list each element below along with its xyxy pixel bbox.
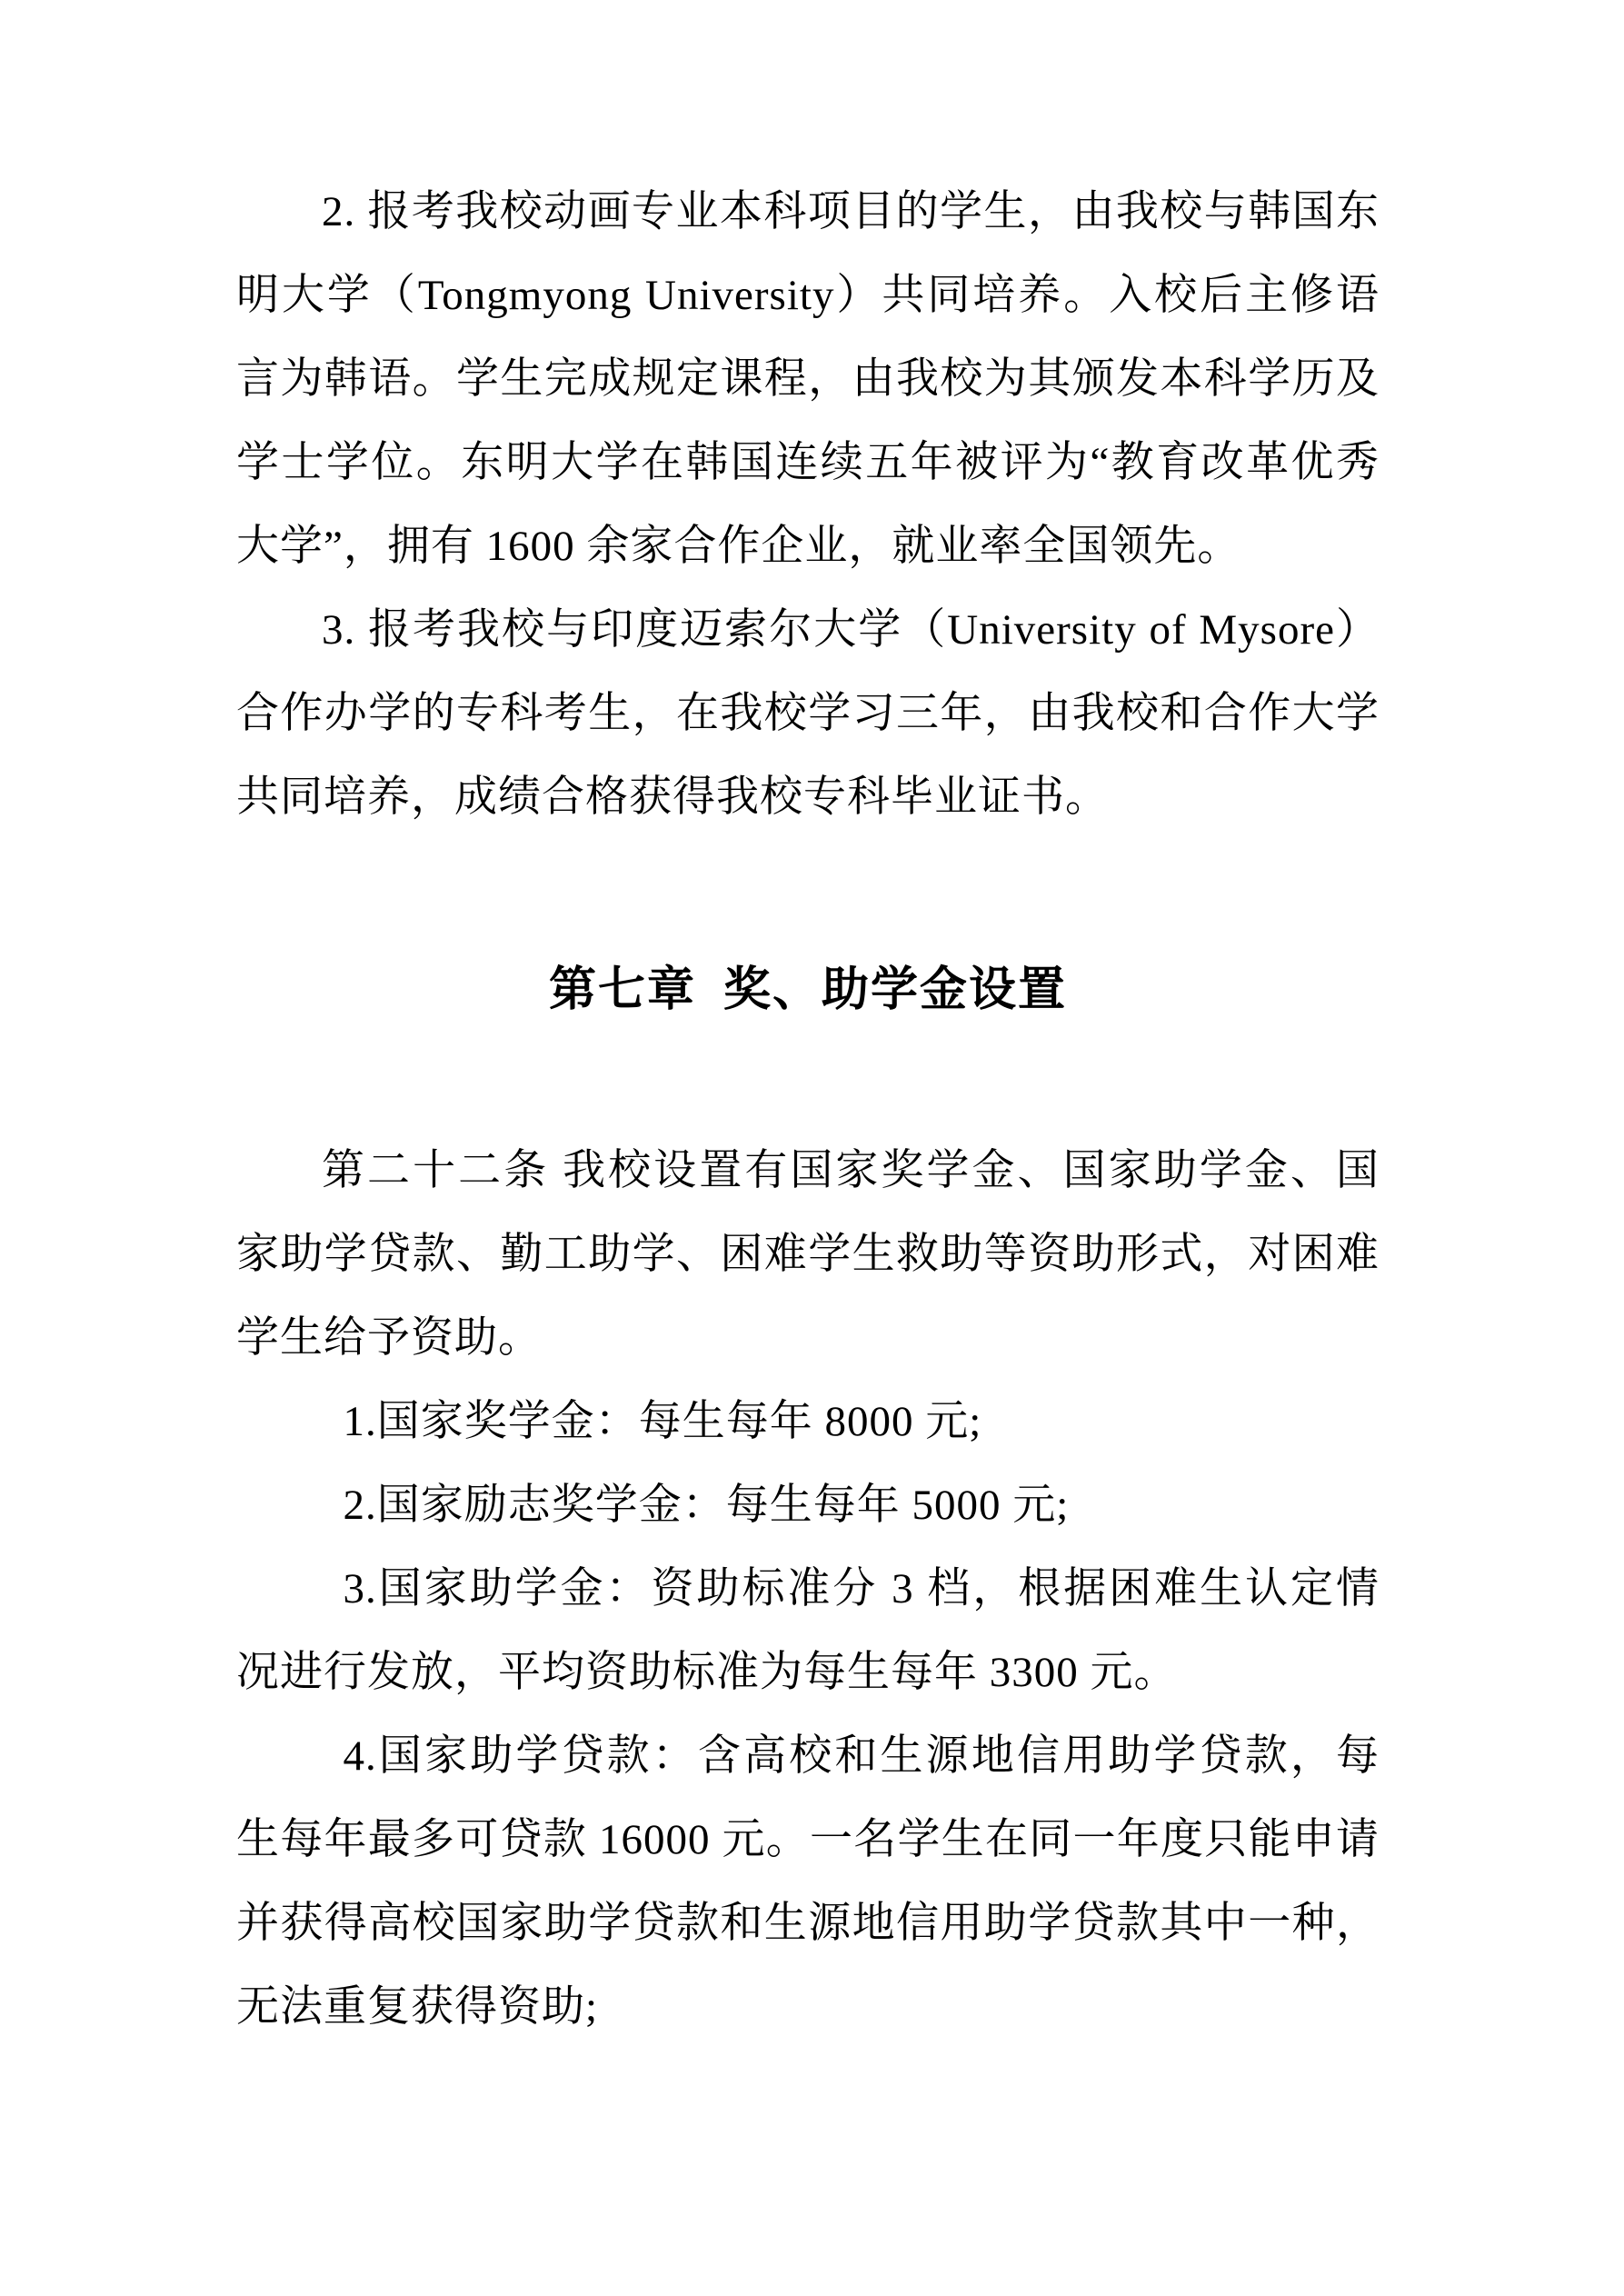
- paragraph-article-22: 第二十二条 我校设置有国家奖学金、国家助学金、国家助学贷款、勤工助学、困难学生救助等资助形式，对困难学生给予资助。: [236, 1147, 1380, 1362]
- list-item-national-scholarship: 1.国家奖学金：每生每年 8000 元;: [343, 1398, 982, 1445]
- list-item-inspirational-scholarship: 2.国家励志奖学金：每生每年 5000 元;: [343, 1482, 1070, 1529]
- list-item-student-loan: 4.国家助学贷款：含高校和生源地信用助学贷款，每生每年最多可贷款 16000 元。一名学生在同一年度只能申请并获得高校国家助学贷款和生源地信用助学贷款其中一种，无法重复获得资助;: [236, 1732, 1380, 2031]
- paragraph-korea-cooperation: 2. 报考我校动画专业本科项目的学生，由我校与韩国东明大学（Tongmyong University）共同培养。入校后主修语言为韩语。学生完成规定课程，由我校为其颁发本科学历及学士学位。东明大学在韩国连续五年被评为“教育改革优秀大学”，拥有 1600 余家合作企业，就业率全国领先。: [236, 188, 1380, 570]
- chapter-heading: 第七章 奖、助学金设置: [548, 964, 1067, 1016]
- paragraph-mysore-cooperation: 3. 报考我校与印度迈索尔大学（University of Mysore）合作办学的专科考生，在我校学习三年，由我校和合作大学共同培养，成绩合格获得我校专科毕业证书。: [236, 606, 1380, 821]
- page-content: [236, 170, 1380, 2049]
- list-item-national-grant: 3.国家助学金：资助标准分 3 档，根据困难生认定情况进行发放，平均资助标准为每生每年 3300 元。: [236, 1565, 1380, 1696]
